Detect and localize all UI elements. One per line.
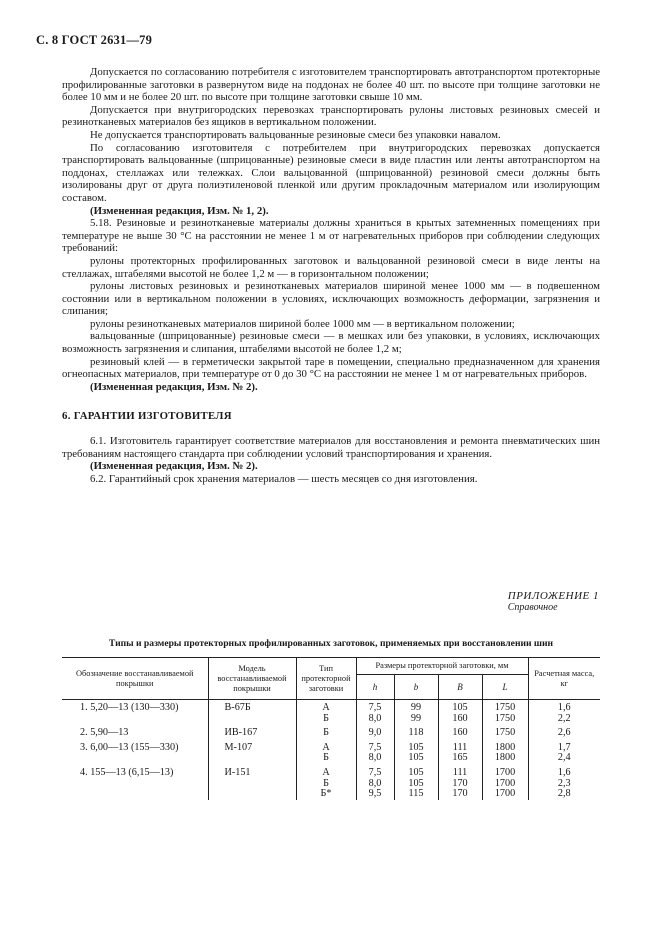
table-row: 2. 5,90—13 ИВ-167 Б 9,0 118 160 1750 2,6: [62, 724, 600, 739]
table-row: 3. 6,00—13 (155—330) М-107 А 7,5 105 111 1800 1,7: [62, 739, 600, 754]
document-body: [62, 66, 600, 485]
paragraph: По согласованию изготовителя с потребителем при внутригородских перевозках допускается транспортировать вальцованные (шприцованные) резиновые смеси в виде пластин или ленты автотранспортом на поддонах, стеллажах или тележках. Слои вальцованной (шприцованной) резиновой смеси должны быть изолированы друг от друга полиэтиленовой пленкой или другим прокладочным материалом или изолирующим составом.: [62, 141, 600, 204]
appendix-label: [508, 590, 599, 613]
paragraph: 5.18. Резиновые и резинотканевые материалы должны храниться в крытых затемненных помещениях при температуре не выше 30 °С на расстоянии не менее 1 м от нагревательных приборов при соблюдении следующих требований:: [62, 217, 600, 255]
table-row: Б 8,0 105 170 1700 2,3: [62, 779, 600, 790]
header-B: B: [438, 675, 482, 700]
appendix-title: ПРИЛОЖЕНИЕ 1: [507, 590, 599, 602]
table-row: 1. 5,20—13 (130—330) В-67Б А 7,5 99 105 1750 1,6: [62, 700, 600, 714]
paragraph: вальцованные (шприцованные) резиновые смеси — в мешках или без упаковки, в условиях, исключающих возможность загрязнения и слипания, штабелями высотой не более 1,2 м;: [62, 330, 600, 356]
paragraph: Допускается по согласованию потребителя с изготовителем транспортировать автотранспортом протекторные профилированные заготовки в развернутом виде на поддонах не более 40 шт. по высоте при толщине заготовки не более 10 мм и не более 20 шт. по высоте при толщине заготовки свыше 10 мм.: [62, 66, 600, 104]
appendix-subtitle: Справочное: [507, 602, 558, 613]
page-header: С. 8 ГОСТ 2631—79: [36, 33, 153, 47]
amendment-note: (Измененная редакция, Изм. № 1, 2).: [90, 204, 269, 217]
paragraph: Не допускается транспортировать вальцованные резиновые смеси без упаковки навалом.: [90, 128, 501, 141]
header-dimensions: Размеры протекторной заготовки, мм: [356, 658, 528, 675]
table-title: Типы и размеры протекторных профилированных заготовок, применяемых при восстановлении шин: [108, 638, 554, 649]
paragraph: рулоны листовых резиновых и резинотканевых материалов шириной менее 1000 мм — в подвешенном состоянии или в вертикальном положении в условиях, исключающих возможность деформации, загрязнения и слипания;: [62, 280, 600, 318]
tread-dimensions-table: [62, 657, 600, 800]
table-row: Б 8,0 99 160 1750 2,2: [62, 714, 600, 725]
header-h: h: [356, 675, 394, 700]
header-type: Тип протекторной заготовки: [296, 658, 356, 700]
paragraph: рулоны протекторных профилированных заготовок и вальцованной резиновой смеси в виде ленты на стеллажах, штабелями высотой не более 1,2 м — в горизонтальном положении;: [62, 254, 600, 280]
amendment-note: (Измененная редакция, Изм. № 2).: [90, 380, 258, 393]
table-row: Б 8,0 105 165 1800 2,4: [62, 753, 600, 764]
paragraph: 6.2. Гарантийный срок хранения материалов — шесть месяцев со дня изготовления.: [90, 472, 478, 485]
header-mass: Расчетная масса, кг: [528, 658, 600, 700]
header-model: Модель восстанавливаемой покрышки: [208, 658, 296, 700]
header-L: L: [482, 675, 528, 700]
section-title: 6. ГАРАНТИИ ИЗГОТОВИТЕЛЯ: [62, 410, 232, 423]
paragraph: рулоны резинотканевых материалов шириной более 1000 мм — в вертикальном положении;: [90, 317, 515, 330]
paragraph: 6.1. Изготовитель гарантирует соответствие материалов для восстановления и ремонта пневматических шин требованиям настоящего стандарта при соблюдении условий транспортирования и хранения.: [62, 435, 600, 460]
table-row: 4. 155—13 (6,15—13) И-151 А 7,5 105 111 1700 1,6: [62, 764, 600, 779]
table-row: Б* 9,5 115 170 1700 2,8: [62, 789, 600, 800]
header-designation: Обозначение восстанавливаемой покрышки: [62, 658, 208, 700]
header-b: b: [394, 675, 438, 700]
paragraph: резиновый клей — в герметически закрытой таре в помещении, специально предназначенном для хранения огнеопасных материалов, при температуре от 0 до 30 °С на расстоянии не менее 1 м от нагревательных приборов.: [62, 355, 600, 381]
paragraph: Допускается при внутригородских перевозках транспортировать рулоны листовых резиновых смесей и резинотканевых материалов без ящиков в вертикальном положении.: [62, 103, 600, 129]
amendment-note: (Измененная редакция, Изм. № 2).: [90, 460, 258, 473]
